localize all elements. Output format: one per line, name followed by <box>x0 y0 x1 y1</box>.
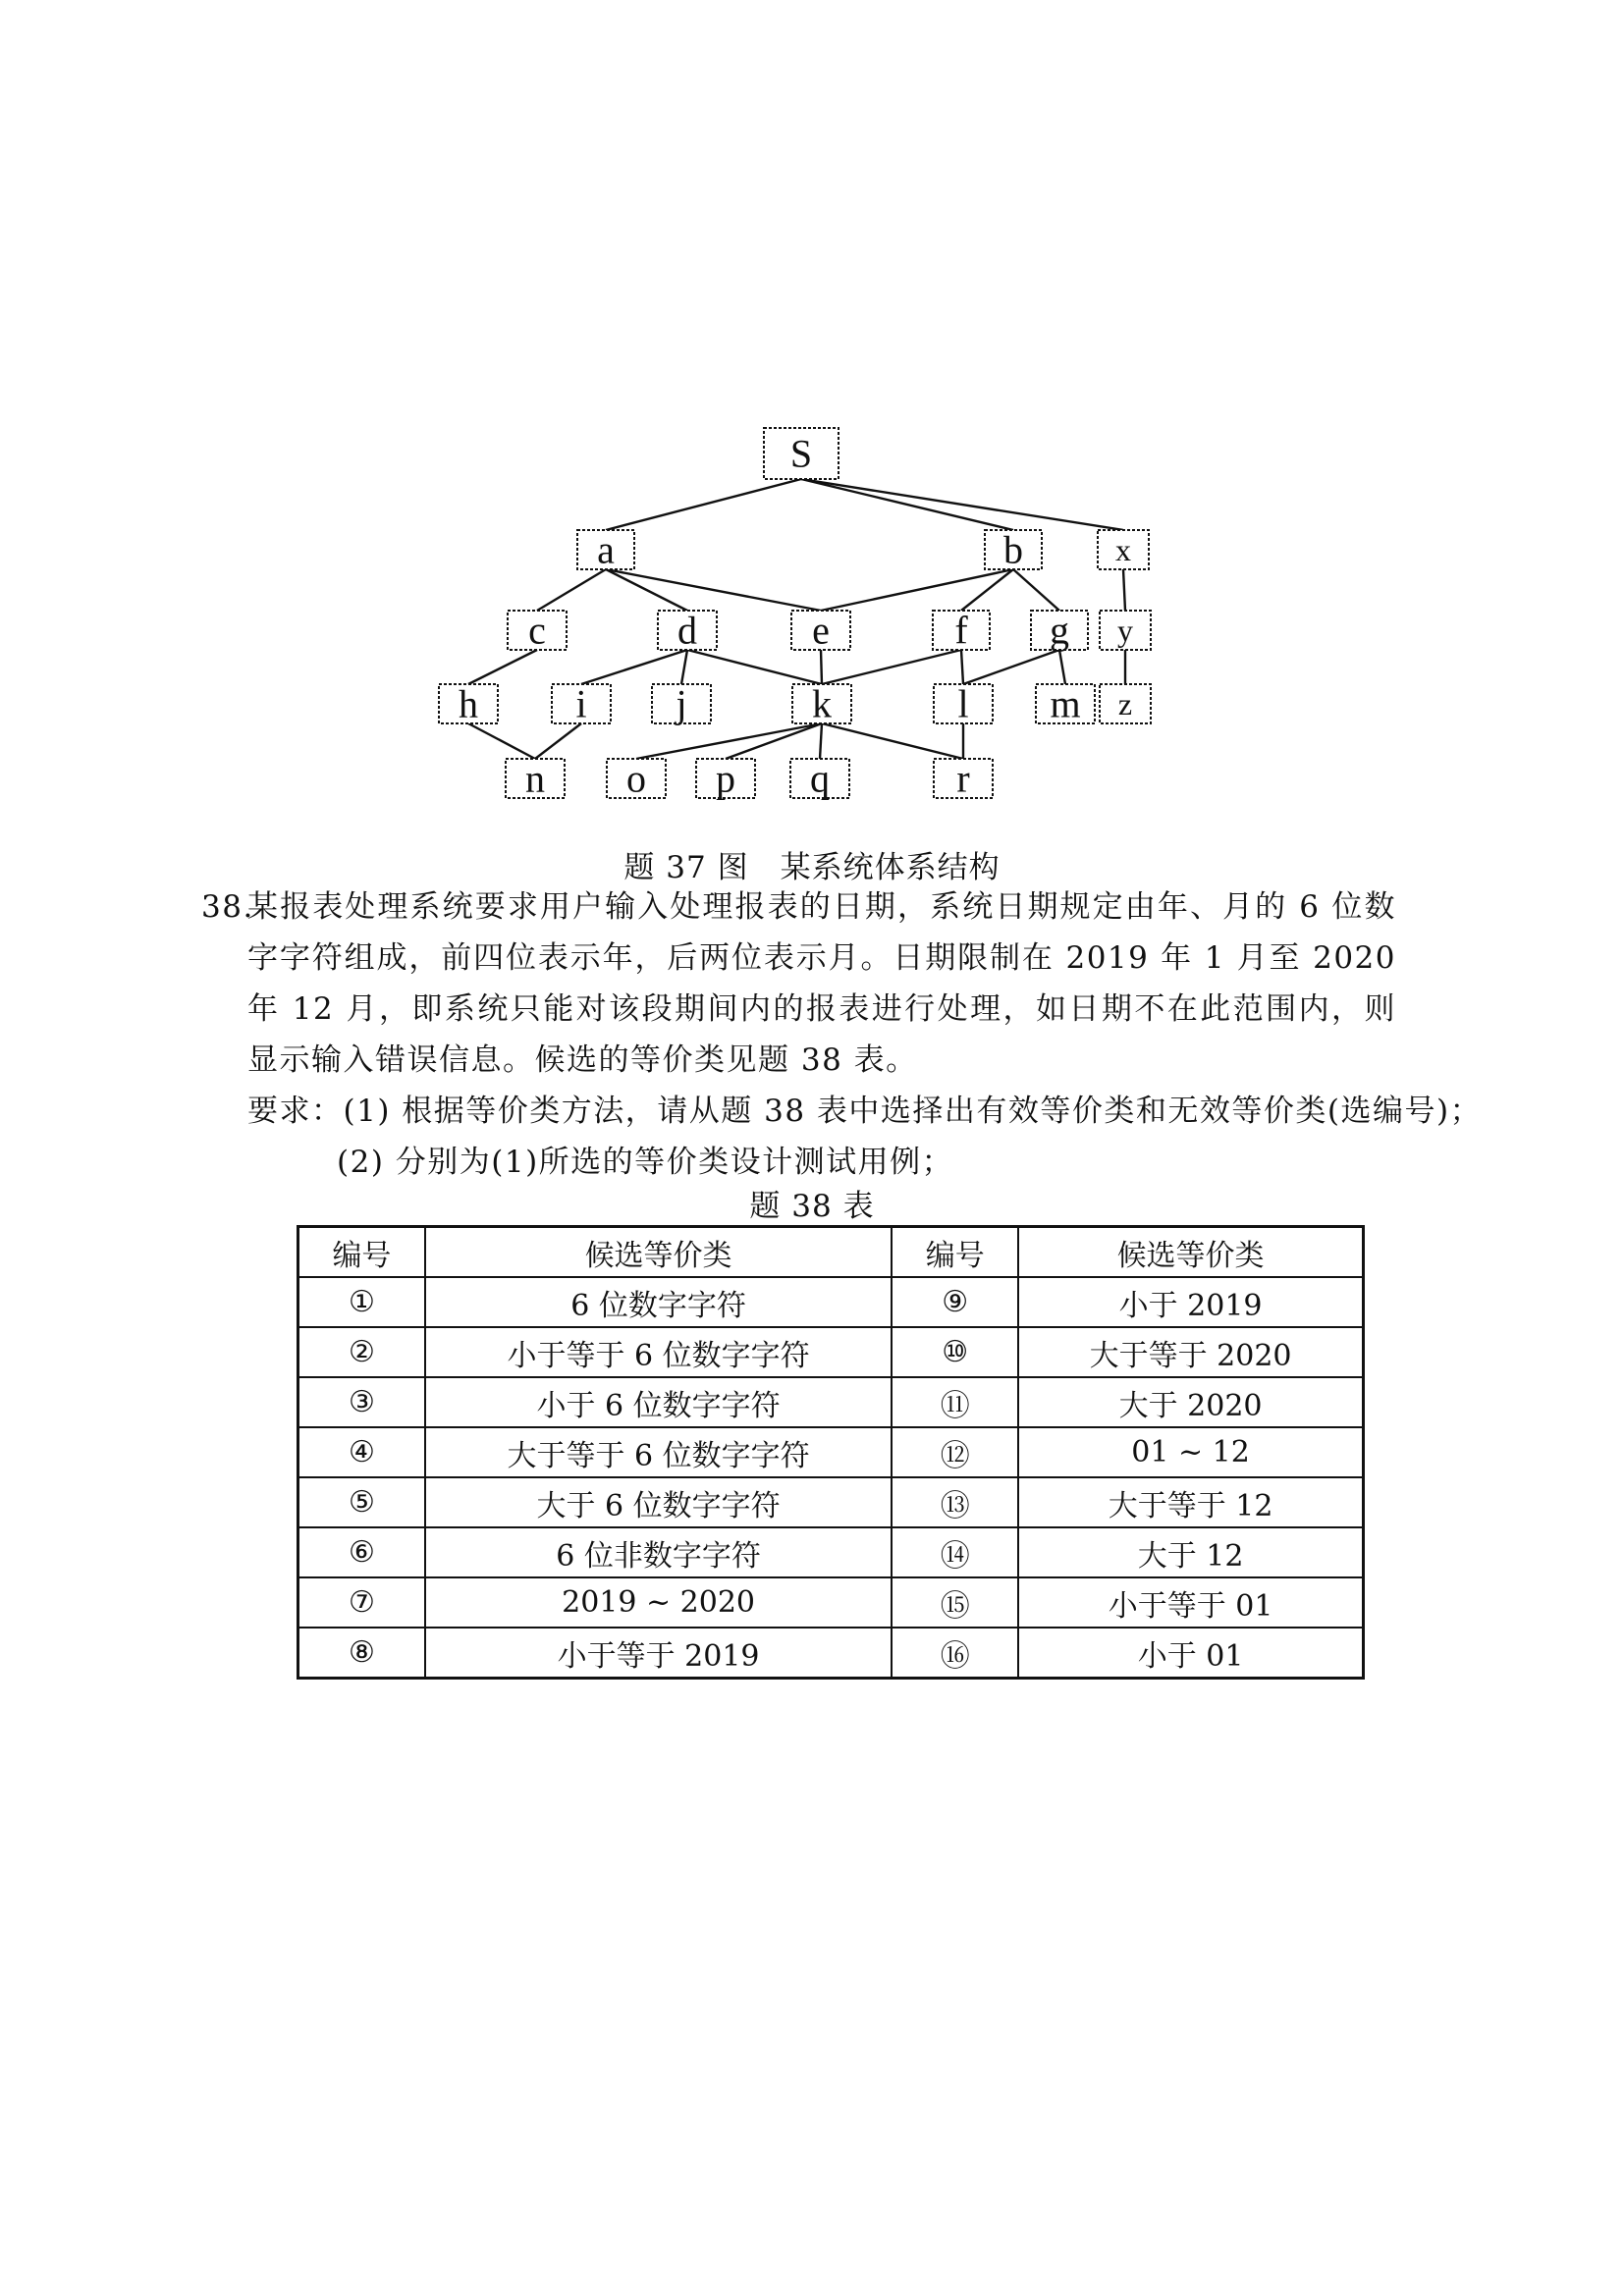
node-p <box>696 757 755 801</box>
node-l <box>934 682 993 726</box>
cell-id: ④ <box>298 1427 425 1477</box>
node-label: z <box>1117 686 1133 721</box>
header-class-2: 候选等价类 <box>1018 1227 1363 1278</box>
node-label: p <box>716 756 735 801</box>
node-label: n <box>525 756 545 801</box>
cell-class: 大于 2020 <box>1018 1377 1363 1427</box>
edge-c-h <box>468 650 537 684</box>
node-label: f <box>954 608 968 653</box>
edge-g-m <box>1059 650 1065 684</box>
cell-class: 小于 01 <box>1018 1628 1363 1679</box>
edge-x-y <box>1123 569 1125 611</box>
node-label: d <box>677 608 697 653</box>
requirement-2: (2) 分别为(1)所选的等价类设计测试用例； <box>337 1145 954 1180</box>
cell-id: ⑮ <box>892 1577 1018 1628</box>
cell-id: ⑭ <box>892 1527 1018 1577</box>
table-row <box>298 1327 1364 1377</box>
edge-k-o <box>636 723 822 759</box>
edge-d-i <box>581 650 687 684</box>
edge-f-l <box>961 650 963 684</box>
node-r <box>934 757 993 801</box>
cell-id: ⑨ <box>892 1277 1018 1327</box>
node-label: q <box>810 756 830 801</box>
cell-id: ⑤ <box>298 1477 425 1527</box>
node-y <box>1100 611 1151 650</box>
node-q <box>790 757 849 801</box>
node-label: g <box>1050 608 1069 653</box>
cell-class: 2019 ~ 2020 <box>425 1577 892 1628</box>
node-label: e <box>812 608 830 653</box>
edge-a-c <box>537 569 606 611</box>
cell-class: 小于等于 01 <box>1018 1577 1363 1628</box>
cell-class: 小于等于 2019 <box>425 1628 892 1679</box>
edge-h-n <box>468 723 535 759</box>
table-row <box>298 1477 1364 1527</box>
node-label: S <box>789 431 813 476</box>
question-number: 38. <box>201 889 254 925</box>
question-body: 某报表处理系统要求用户输入处理报表的日期，系统日期规定由年、月的 6 位数字字符组成，前四位表示年，后两位表示月。日期限制在 2019 年 1 月至 2020 年 12 月，即系统只能对该段期间内的报表进行处理，如日期不在此范围内，则显示输入错误信息。候选的等价类见题 38 表。 <box>247 889 1396 1078</box>
cell-class: 小于 2019 <box>1018 1277 1363 1327</box>
cell-class: 01 ~ 12 <box>1018 1427 1363 1477</box>
edge-a-d <box>606 569 687 611</box>
node-S <box>764 428 839 479</box>
node-c <box>508 609 567 653</box>
table-row <box>298 1628 1364 1679</box>
cell-class: 大于 12 <box>1018 1527 1363 1577</box>
cell-id: ⑧ <box>298 1628 425 1679</box>
node-label: i <box>575 681 587 726</box>
edge-S-a <box>606 479 801 530</box>
node-label: b <box>1003 527 1023 572</box>
cell-class: 小于 6 位数字字符 <box>425 1377 892 1427</box>
cell-id: ⑪ <box>892 1377 1018 1427</box>
edge-S-b <box>801 479 1013 530</box>
table-caption: 题 38 表 <box>749 1189 875 1224</box>
edge-i-n <box>535 723 581 759</box>
edge-b-e <box>821 569 1013 611</box>
figure-caption: 题 37 图 某系统体系结构 <box>623 850 1001 885</box>
node-label: a <box>597 527 615 572</box>
node-f <box>933 609 990 653</box>
cell-id: ⑯ <box>892 1628 1018 1679</box>
header-id-2: 编号 <box>892 1227 1018 1278</box>
edge-a-e <box>606 569 821 611</box>
cell-id: ⑩ <box>892 1327 1018 1377</box>
node-e <box>791 609 850 653</box>
edge-b-g <box>1013 569 1059 611</box>
node-label: l <box>957 681 969 726</box>
node-g <box>1031 609 1088 653</box>
cell-id: ① <box>298 1277 425 1327</box>
edge-k-r <box>822 723 963 759</box>
node-z <box>1100 684 1151 723</box>
edge-S-x <box>801 479 1123 530</box>
table-body <box>298 1277 1364 1679</box>
node-x <box>1098 530 1149 569</box>
node-label: c <box>528 608 546 653</box>
cell-id: ⑦ <box>298 1577 425 1628</box>
node-k <box>792 682 851 726</box>
node-label: m <box>1050 681 1081 726</box>
cell-id: ⑥ <box>298 1527 425 1577</box>
node-m <box>1036 682 1095 726</box>
cell-class: 大于 6 位数字字符 <box>425 1477 892 1527</box>
node-label: x <box>1115 532 1131 567</box>
table-row <box>298 1527 1364 1577</box>
node-label: y <box>1117 613 1133 648</box>
cell-class: 大于等于 2020 <box>1018 1327 1363 1377</box>
diagram-nodes <box>439 428 1151 801</box>
requirement-1: 要求：(1) 根据等价类方法，请从题 38 表中选择出有效等价类和无效等价类(选编号)； <box>247 1094 1483 1129</box>
edge-k-p <box>726 723 822 759</box>
header-class-1: 候选等价类 <box>425 1227 892 1278</box>
edge-d-k <box>687 650 822 684</box>
cell-class: 小于等于 6 位数字字符 <box>425 1327 892 1377</box>
node-n <box>506 757 565 801</box>
edge-k-q <box>820 723 822 759</box>
node-h <box>439 682 498 726</box>
node-label: r <box>956 756 970 801</box>
node-label: o <box>626 756 646 801</box>
cell-id: ② <box>298 1327 425 1377</box>
node-b <box>985 528 1042 572</box>
table-row <box>298 1427 1364 1477</box>
cell-id: ⑬ <box>892 1477 1018 1527</box>
node-d <box>658 609 717 653</box>
node-label: j <box>676 681 687 726</box>
cell-id: ⑫ <box>892 1427 1018 1477</box>
node-a <box>577 528 634 572</box>
cell-class: 6 位数字字符 <box>425 1277 892 1327</box>
node-o <box>607 757 666 801</box>
table-row <box>298 1377 1364 1427</box>
cell-id: ③ <box>298 1377 425 1427</box>
header-id-1: 编号 <box>298 1227 425 1278</box>
edge-d-j <box>681 650 687 684</box>
node-j <box>652 682 711 726</box>
table-row <box>298 1277 1364 1327</box>
node-label: k <box>812 681 832 726</box>
cell-class: 大于等于 6 位数字字符 <box>425 1427 892 1477</box>
table-header-row <box>298 1227 1364 1278</box>
architecture-diagram <box>0 0 1624 844</box>
edge-e-k <box>821 650 822 684</box>
table-row <box>298 1577 1364 1628</box>
node-label: h <box>459 681 478 726</box>
edge-f-k <box>822 650 961 684</box>
edge-g-l <box>963 650 1059 684</box>
node-i <box>552 682 611 726</box>
equivalence-class-table <box>297 1225 1365 1680</box>
cell-class: 6 位非数字字符 <box>425 1527 892 1577</box>
cell-class: 大于等于 12 <box>1018 1477 1363 1527</box>
